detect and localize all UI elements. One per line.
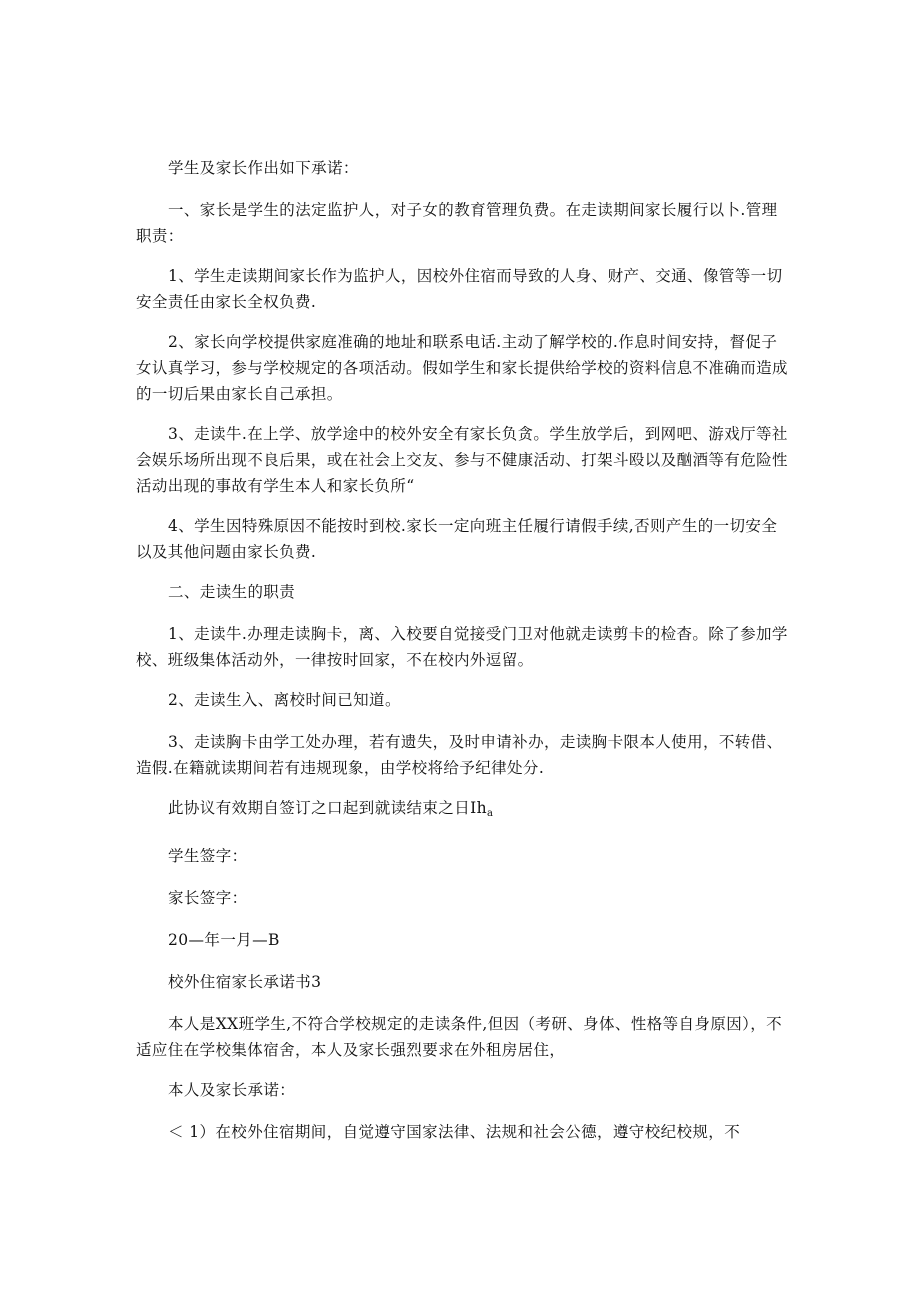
item-1-1: 1、学生走读期间家长作为监护人，因校外住宿而导致的人身、财产、交通、像管等一切安全责任由家长全权负费. (136, 267, 783, 311)
item-1-2: 2、家长向学校提供家庭准确的地址和联系电话.主动了解学校的.作息时间安持，督促子女认真学习，参与学校规定的各项活动。假如学生和家长提供给学校的资料信息不准确而造成的一切后果由家长自己承担。 (136, 333, 788, 403)
item-2-1: 1、走读牛.办理走读胸卡，离、入校要自觉接受门卫对他就走读剪卡的检杳。除了参加学校、班级集体活动外，一律按时回家，不在校内外逗留。 (136, 625, 788, 669)
item-1-4: 4、学生因特殊原因不能按时到校.家长一定向班主任履行请假手续,否则产生的一切安全以及其他问题由家长负费. (136, 517, 778, 561)
parent-signature-line: 家长签字： (168, 889, 248, 907)
pledge-item-1: ＜ 1）在校外住宿期间，自觉遵守国家法律、法规和社会公德，遵守校纪校规，不 (168, 1123, 741, 1141)
intro-line: 学生及家长作出如下承诺： (168, 159, 359, 177)
validity-line (136, 795, 792, 827)
section-two-heading: 二、走读生的职责 (168, 583, 296, 601)
validity-subscript: a (487, 808, 494, 819)
item-2-3: 3、走读胸卡由学工处办理，若有遗失，及时申请补办，走读胸卡限本人使用，不转借、造假.在籍就读期间若有违规现象，由学校将给予纪律处分. (136, 733, 783, 777)
section-one-heading: 一、家长是学生的法定监护人，对子女的教育管理负费。在走读期间家长履行以卜.管理职责： (136, 201, 778, 245)
document-title-3: 校外住宿家长承诺书3 (168, 973, 322, 991)
item-2-2: 2、走读生入、离校时间已知道。 (168, 691, 401, 709)
validity-text: 此协议有效期自签订之口起到就读结束之日Ih (168, 799, 488, 817)
student-statement: 本人是XX班学生,不符合学校规定的走读条件,但因（考研、身体、性格等自身原因），不适应住在学校集体宿舍，本人及家长强烈要求在外租房居住， (136, 1015, 783, 1059)
item-1-3: 3、走读牛.在上学、放学途中的校外安全有家长负贪。学生放学后，到网吧、游戏厅等社会娱乐场所出现不良后果，或在社会上交友、参与不健康活动、打架斗殴以及酗酒等有危险性活动出现的事故有学生本人和家长负所“ (136, 425, 788, 495)
date-line: 20—年一月—B (168, 931, 280, 949)
pledge-heading: 本人及家长承诺： (168, 1081, 296, 1099)
student-signature-line: 学生签字： (168, 847, 248, 865)
document-body (136, 155, 792, 1145)
